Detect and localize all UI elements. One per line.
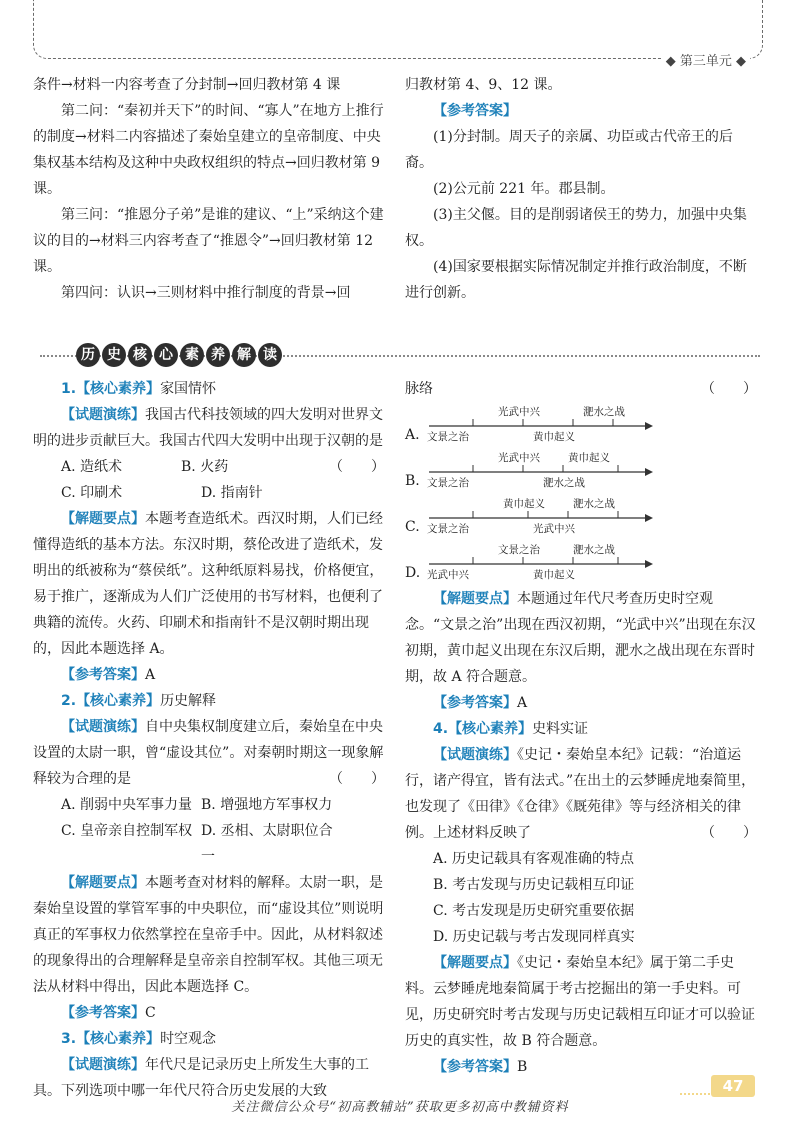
timeline-option-c: C. 黄巾起义 淝水之战 文景之治 光武中兴 [405,494,757,540]
answer-line: (4)国家要根据实际情况制定并推行政治制度，不断进行创新。 [405,259,747,301]
analysis: 【解题要点】本题考查造纸术。西汉时期，人们已经懂得造纸的基本方法。东汉时期，蔡伦改进了造纸术，发明出的纸被称为“蔡侯纸”。这种纸原料易找，价格便宜，易于推广，逐渐成为人们广泛使用的书写材料，也便利了典籍的流传。火药、印刷术和指南针不是汉朝时期出现的，因此本题选择 A。 [33,511,384,657]
option: D. 历史记载与考古发现同样真实 [433,929,635,945]
banner-char: 读 [258,343,282,367]
question-stem-cont: 脉络 （ ） [405,381,757,397]
top-left-column [33,72,385,306]
tl-label: 光武中兴 [498,406,540,418]
answer-line: (1)分封制。周天子的亲属、功臣或古代帝王的后裔。 [405,129,733,171]
top-frame [33,0,763,59]
question-stem: 【试题演练】年代尺是记录历史上所发生大事的工具。下列选项中哪一年代尺符合历史发展的大致 [33,1057,369,1099]
tl-label: 黄巾起义 [568,452,610,464]
option-row: A. 造纸术 B. 火药 [61,459,229,475]
text-line: 归教材第 4、9、12 课。 [405,77,562,93]
question-stem: 【试题演练】我国古代科技领域的四大发明对世界文明的进步贡献巨大。我国古代四大发明中出现于汉朝的是 （ ） [33,407,385,475]
analysis: 【解题要点】本题考查对材料的解释。太尉一职，是秦始皇设置的掌管军事的中央职位，而“虚设其位”则说明真正的军事权力依然掌控在皇帝手中。因此，从材料叙述的现象得出的合理解释是皇帝亲自控制军权。其他三项无法从材料中得出，因此本题选择 C。 [33,875,384,995]
tl-label: 光武中兴 [533,523,575,535]
tl-label: 淝水之战 [543,477,585,489]
tl-label: 黄巾起义 [503,498,545,510]
tl-label: 淝水之战 [573,498,615,510]
question-header: 1.【核心素养】家国情怀 [61,381,217,397]
timeline-svg [423,448,653,494]
top-right-column [405,72,757,306]
timeline-option-a: A. 光武中兴 淝水之战 文景之治 黄巾起义 [405,402,757,448]
option-row: C. 皇帝亲自控制军权 D. 丞相、太尉职位合一 [61,823,333,865]
banner-char: 心 [154,343,178,367]
banner-char: 史 [102,343,126,367]
question-header: 2.【核心素养】历史解释 [61,693,217,709]
tl-label: 光武中兴 [498,452,540,464]
text-paragraph: 第三问：“推恩分子弟”是谁的建议、“上”采纳这个建议的目的→材料三内容考查了“推恩令”→回归教材第 12 课。 [33,207,384,275]
question-stem: 【试题演练】《史记・秦始皇本纪》记载：“治道运行，诸产得宜，皆有法式。”在出土的云梦睡虎地秦简里，也发现了《田律》《仓律》《厩苑律》等与经济相关的律例。上述材料反映了 （ ） [405,747,757,841]
section-banner [40,343,760,369]
tl-label: 文景之治 [427,477,469,489]
banner-char: 素 [180,343,204,367]
analysis: 【解题要点】本题通过年代尺考查历史时空观念。“文景之治”出现在西汉初期，“光武中兴”出现在东汉初期，黄巾起义出现在东汉后期，淝水之战出现在东晋时期，故 A 符合题意。 [405,591,756,685]
answer: 【参考答案】A [61,667,156,683]
tl-label: 光武中兴 [427,569,469,581]
option: B. 考古发现与历史记载相互印证 [433,877,635,893]
footer-note: 关注微信公众号“初高教辅站”获取更多初高中教辅资料 [231,1100,569,1115]
answer-line: (3)主父偃。目的是削弱诸侯王的势力，加强中央集权。 [405,207,747,249]
answer: 【参考答案】B [433,1059,528,1075]
answer-line: (2)公元前 221 年。郡县制。 [433,181,615,197]
banner-title [76,343,284,367]
answer-tag: 【参考答案】 [433,103,517,119]
banner-char: 历 [76,343,100,367]
tl-label: 黄巾起义 [533,569,575,581]
option: C. 考古发现是历史研究重要依据 [433,903,635,919]
lower-right-column [405,376,757,1080]
tl-label: 文景之治 [427,431,469,443]
tl-label: 淝水之战 [573,544,615,556]
option-row: A. 削弱中央军事力量 B. 增强地方军事权力 [61,797,333,813]
timeline-svg [423,402,653,448]
timeline-svg [423,494,653,540]
tl-label: 文景之治 [427,523,469,535]
page-number-dots [680,1083,710,1095]
answer: 【参考答案】A [433,695,528,711]
timeline-option-b: B. 光武中兴 黄巾起义 文景之治 淝水之战 [405,448,757,494]
lower-left-column [33,376,385,1104]
text-paragraph: 第四问：认识→三则材料中推行制度的背景→回 [61,285,351,301]
text-line: 条件→材料一内容考查了分封制→回归教材第 4 课 [33,77,341,93]
banner-char: 养 [206,343,230,367]
tl-label: 文景之治 [498,544,540,556]
question-stem: 【试题演练】自中央集权制度建立后，秦始皇在中央设置的太尉一职，曾“虚设其位”。对秦朝时期这一现象解释较为合理的是 （ ） [33,719,385,787]
question-header: 4.【核心素养】史料实证 [433,721,589,737]
option: A. 历史记载具有客观准确的特点 [433,851,635,867]
text-paragraph: 第二问：“秦初并天下”的时间、“寡人”在地方上推行的制度→材料二内容描述了秦始皇建立的皇帝制度、中央集权基本结构及这种中央政权组织的特点→回归教材第 9 课。 [33,103,384,197]
tl-label: 黄巾起义 [533,431,575,443]
banner-char: 核 [128,343,152,367]
timeline-option-d: D. 文景之治 淝水之战 光武中兴 黄巾起义 [405,540,757,586]
option-row: C. 印刷术 D. 指南针 [61,485,263,501]
timeline-svg [423,540,653,586]
analysis: 【解题要点】《史记・秦始皇本纪》属于第二手史料。云梦睡虎地秦简属于考古挖掘出的第一手史料。可见，历史研究时考古发现与历史记载相互印证才可以验证历史的真实性，故 B 符合题意。 [405,955,755,1049]
unit-label: ◆ 第三单元 ◆ [662,50,750,69]
page-number: 47 [711,1075,755,1097]
answer: 【参考答案】C [61,1005,156,1021]
banner-char: 解 [232,343,256,367]
question-header: 3.【核心素养】时空观念 [61,1031,217,1047]
tl-label: 淝水之战 [583,406,625,418]
